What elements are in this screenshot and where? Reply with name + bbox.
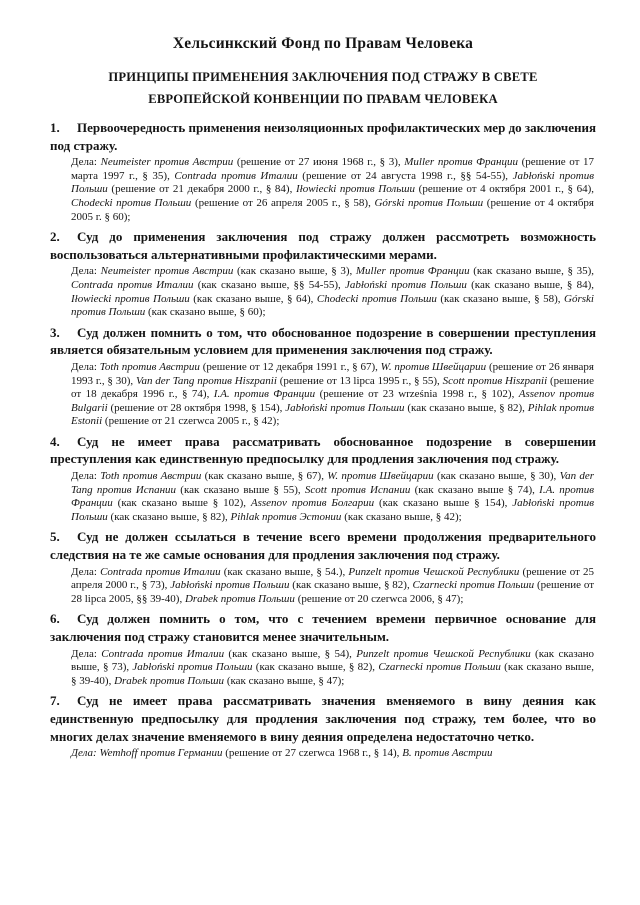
section-1: [50, 119, 596, 224]
section-1-number: 1.: [50, 120, 60, 135]
section-2-heading-text: Суд до применения заключения под стражу должен рассмотреть возможность воспользоваться альтернативными профилактическими мерами.: [50, 229, 596, 262]
section-6-cases: Дела: Contrada против Италии (как сказано выше, § 54), Punzelt против Чешской Республики (как сказано выше, § 73), Jabłoński против Польши (как сказано выше, § 82), Czarnecki против Польши (как сказано выше, § 39-40), Drabek против Польши (как сказано выше, § 47);: [71, 647, 594, 687]
section-4-heading: [50, 433, 596, 468]
section-1-heading-text: Первоочередность применения неизоляционных профилактических мер до заключения под стражу.: [50, 120, 596, 153]
section-3: [50, 324, 596, 429]
section-3-heading: [50, 324, 596, 359]
section-7-heading: [50, 692, 596, 745]
section-7-number: 7.: [50, 693, 60, 709]
document-subtitle-line-1: ПРИНЦИПЫ ПРИМЕНЕНИЯ ЗАКЛЮЧЕНИЯ ПОД СТРАЖУ В СВЕТЕ: [108, 70, 538, 84]
sections-container: [50, 119, 596, 761]
section-5: [50, 528, 596, 606]
document-subtitle-line-2: ЕВРОПЕЙСКОЙ КОНВЕНЦИИ ПО ПРАВАМ ЧЕЛОВЕКА: [148, 92, 498, 106]
section-4: [50, 433, 596, 525]
section-2-heading: [50, 228, 596, 263]
section-5-heading: [50, 528, 596, 563]
section-5-heading-text: Суд не должен ссылаться в течение всего времени продолжения предварительного следствия на те же самые основания для продления заключения под стражу.: [50, 529, 596, 563]
section-4-heading-text: Суд не имеет права рассматривать обоснованное подозрение в совершении преступления как единственную предпосылку для продления заключения под стражу.: [50, 433, 596, 467]
section-5-number: 5.: [50, 529, 60, 545]
section-1-cases: Дела: Neumeister против Австрии (решение от 27 июня 1968 г., § 3), Muller против Франции (решение от 17 марта 1997 г., § 35), Contrada против Италии (решение от 24 августа 1998 г., §§ 54-55), Jabłoński против Польши (решение от 21 декабря 2000 г., § 84), Iłowiecki против Польши (решение от 4 октября 2001 г., § 64), Chodecki против Польши (решение от 26 апреля 2005 г., § 58), Górski против Польши (решение от 4 октября 2005 г. § 60);: [71, 156, 595, 223]
section-6-heading-text: Суд должен помнить о том, что с течением времени первичное основание для заключения под стражу становится менее значительным.: [50, 611, 596, 644]
section-6-heading: [50, 610, 596, 645]
section-6: [50, 610, 596, 688]
section-3-cases: Дела: Toth против Австрии (решение от 12 декабря 1991 г., § 67), W. против Швейцарии (решение от 26 января 1993 г., § 30), Van der Tang против Hiszpanii (решение от 13 lipca 1995 г., § 55), Scott против Hiszpanii (решение от 18 декабря 1996 г., § 74), I.A. против Франции (решение от 23 września 1998 г., § 102), Assenov против Bulgarii (решение от 28 октября 1998, § 154), Jabłoński против Польши (как сказано выше, § 82), Pihlak против Estonii (решение от 21 czerwca 2005 г., § 42);: [71, 360, 595, 428]
section-1-heading: [50, 119, 596, 154]
section-2-cases: Дела: Neumeister против Австрии (как сказано выше, § 3), Muller против Франции (как сказано выше, § 35), Contrada против Италии (как сказано выше, §§ 54-55), Jabłoński против Польши (как сказано выше, § 84), Iłowiecki против Польши (как сказано выше, § 64), Chodecki против Польши (как сказано выше, § 58), Górski против Польши (как сказано выше, § 60);: [71, 265, 594, 319]
section-6-number: 6.: [50, 611, 60, 627]
section-3-heading-text: Суд должен помнить о том, что обоснованное подозрение в совершении преступления является обязательным условием для применения заключения под стражу.: [50, 324, 596, 358]
document-subtitle: [50, 66, 596, 110]
section-7-cases: Дела: Wemhoff против Германии (решение от 27 czerwca 1968 г., § 14), B. против Австрии: [71, 747, 493, 760]
section-7-heading-text: Суд не имеет права рассматривать значения вменяемого в вину деяния как единственную предпосылку для продления заключения под стражу, тем более, что во многих делах значение вменяемого в вину деяния определена недостаточно четко.: [50, 693, 596, 744]
section-2-number: 2.: [50, 229, 60, 245]
section-4-number: 4.: [50, 433, 60, 449]
section-5-cases: Дела: Contrada против Италии (как сказано выше, § 54.), Punzelt против Чешской Республики (решение от 25 апреля 2000 г., § 73), Jabłoński против Польши (как сказано выше, § 82), Czarnecki против Польши (решение от 28 lipca 2005, §§ 39-40), Drabek против Польши (решение от 20 czerwca 2006, § 47);: [71, 565, 594, 605]
document-title: Хельсинкский Фонд по Правам Человека: [172, 35, 474, 52]
section-3-number: 3.: [50, 324, 60, 340]
section-2: [50, 228, 596, 320]
section-4-cases: Дела: Toth против Австрии (как сказано выше, § 67), W. против Швейцарии (как сказано выше, § 30), Van der Tang против Испании (как сказано выше § 55), Scott против Испании (как сказано выше § 74), I.A. против Франции (как сказано выше § 102), Assenov против Болгарии (как сказано выше § 154), Jabłoński против Польши (как сказано выше, § 82), Pihlak против Эстонии (как сказано выше, § 42);: [71, 470, 595, 523]
section-7: [50, 692, 596, 760]
